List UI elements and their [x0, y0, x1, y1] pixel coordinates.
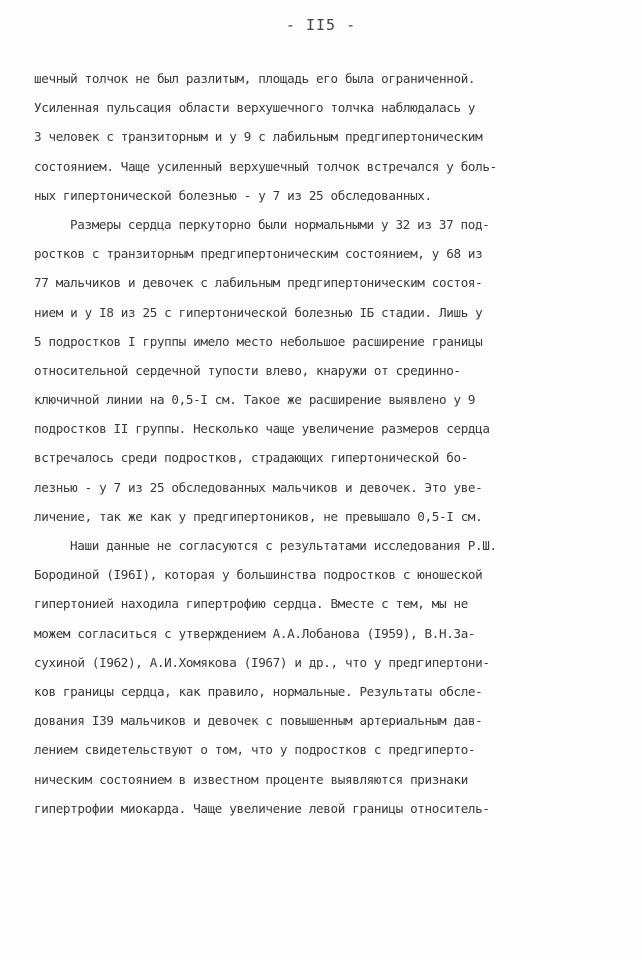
text-line: лением свидетельствуют о том, что у подростков с предгиперто- [34, 742, 476, 758]
text-line: 5 подростков I группы имело место небольшое расширение границы [34, 333, 483, 349]
text-line: Размеры сердца перкуторно были нормальными у 32 из 37 под- [70, 216, 490, 232]
text-line: Наши данные не согласуются с результатами исследования Р.Ш. [70, 538, 497, 553]
text-line: личение, так же как у предгипертоников, не превышало 0,5-I см. [34, 508, 483, 524]
text-line: относительной сердечной тупости влево, кнаружи от срединно- [34, 362, 461, 378]
text-line: нием и у I8 из 25 с гипертонической болезнью IБ стадии. Лишь у [34, 304, 483, 320]
text-line: состоянием. Чаще усиленный верхушечный толчок встречался у боль- [34, 158, 497, 174]
text-line: встречалось среди подростков, страдающих гипертонической бо- [34, 450, 468, 466]
text-line: 3 человек с транзиторным и у 9 с лабильным предгипертоническим [34, 129, 483, 145]
text-line: лезнью - у 7 из 25 обследованных мальчиков и девочек. Это уве- [34, 479, 483, 495]
text-line: 77 мальчиков и девочек с лабильным предгипертоническим состоя- [34, 275, 483, 291]
text-line: ростков с транзиторным предгипертоническим состоянием, у 68 из [34, 246, 483, 262]
text-line: гипертрофии миокарда. Чаще увеличение левой границы относитель- [34, 800, 490, 816]
text-line: шечный толчок не был разлитым, площадь его была ограниченной. [34, 71, 476, 86]
text-line: Бородиной (I96I), которая у большинства подростков с юношеской [34, 567, 483, 583]
text-line: ническим состоянием в известном проценте выявляются признаки [34, 771, 468, 787]
text-line: ключичной линии на 0,5-I см. Такое же расширение выявлено у 9 [34, 392, 476, 408]
text-line: Усиленная пульсация области верхушечного толчка наблюдалась у [34, 100, 476, 116]
body-text [34, 64, 609, 823]
text-line: подростков II группы. Несколько чаще увеличение размеров сердца [34, 421, 490, 437]
text-line: можем согласиться с утверждением А.А.Лобанова (I959), В.Н.За- [34, 625, 476, 641]
text-line: ков границы сердца, как правило, нормальные. Результаты обсле- [34, 683, 483, 699]
text-line: гипертонией находила гипертрофию сердца. Вместе с тем, мы не [34, 596, 468, 612]
text-line: сухиной (I962), А.И.Хомякова (I967) и др., что у предгипертони- [34, 654, 490, 670]
page-number: - II5 - [285, 16, 357, 34]
text-line: дования I39 мальчиков и девочек с повышенным артериальным дав- [34, 713, 483, 729]
text-line: ных гипертонической болезнью - у 7 из 25 обследованных. [34, 187, 432, 203]
